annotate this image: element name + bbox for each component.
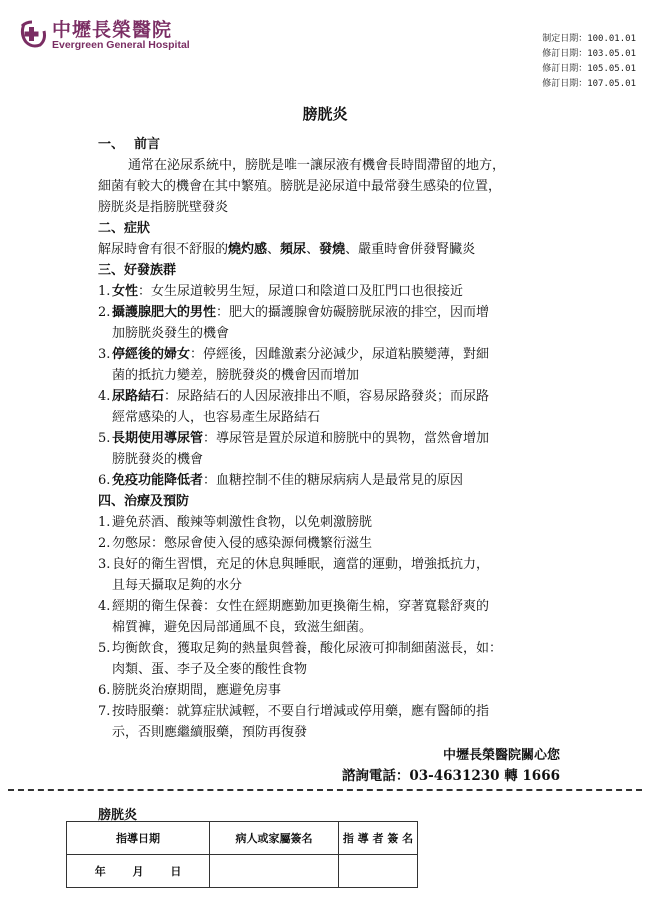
header bbox=[16, 18, 636, 98]
section-number: 一、 bbox=[98, 137, 125, 152]
section-treatment-heading: 四、治療及預防 bbox=[98, 494, 190, 509]
list-item: 3. 停經後的婦女：停經後，因雌激素分泌減少，尿道粘膜變薄，對細 菌的抵抗力變差，膀胱發炎的機會因而增加 bbox=[98, 347, 490, 383]
intro-line-3: 膀胱炎是指膀胱壁發炎 bbox=[98, 200, 229, 215]
intro-line-2: 細菌有較大的機會在其中繁殖。膀胱是泌尿道中最常發生感染的位置， bbox=[98, 179, 502, 194]
header-instructor-signature: 指 導 者 簽 名 bbox=[339, 822, 418, 855]
symptoms-text: 解尿時會有很不舒服的燒灼感、頻尿、發燒、嚴重時會併發腎臟炎 bbox=[98, 242, 476, 257]
revision-dates bbox=[542, 32, 636, 92]
list-item: 4. 尿路結石：尿路結石的人因尿液排出不順，容易尿路發炎；而尿路 經常感染的人，也容易產生尿路結石 bbox=[98, 389, 490, 425]
guidance-signature-table bbox=[66, 821, 418, 888]
date-established: 制定日期：100.01.01 bbox=[542, 34, 636, 44]
hospital-logo bbox=[16, 18, 190, 52]
date-revised-3: 修訂日期：107.05.01 bbox=[542, 79, 636, 89]
header-guidance-date: 指導日期 bbox=[67, 822, 210, 855]
date-revised-2: 修訂日期：105.05.01 bbox=[542, 64, 636, 74]
logo-chinese-name: 中壢長榮醫院 bbox=[52, 18, 173, 41]
consultation-phone: 諮詢電話：03-4631230 轉 1666 bbox=[341, 768, 560, 784]
patient-signature-cell[interactable] bbox=[210, 855, 339, 888]
header-patient-signature: 病人或家屬簽名 bbox=[210, 822, 339, 855]
hospital-cross-icon bbox=[16, 18, 50, 52]
intro-line-1: 通常在泌尿系統中，膀胱是唯一讓尿液有機會長時間滯留的地方， bbox=[128, 158, 506, 173]
section-title: 前言 bbox=[134, 137, 161, 152]
date-entry-cell[interactable]: 年 月 日 bbox=[67, 855, 210, 888]
logo-english-name: Evergreen General Hospital bbox=[52, 38, 190, 51]
list-item: 1. 避免菸酒、酸辣等刺激性食物，以免刺激膀胱 bbox=[98, 515, 373, 530]
section-risk-groups-heading: 三、好發族群 bbox=[98, 263, 177, 278]
list-item: 5. 均衡飲食，獲取足夠的熱量與營養，酸化尿液可抑制細菌滋長，如： 肉類、蛋、李子及全麥的酸性食物 bbox=[98, 641, 503, 677]
list-item: 7. 按時服藥：就算症狀減輕，不要自行增減或停用藥，應有醫師的指 示，否則應繼續服藥，預防再復發 bbox=[98, 704, 490, 740]
document-body bbox=[98, 134, 560, 787]
section-symptoms-heading: 二、症狀 bbox=[98, 221, 151, 236]
section-intro-heading bbox=[98, 134, 560, 155]
list-item: 6. 免疫功能降低者：血糖控制不佳的糖尿病病人是最常見的原因 bbox=[98, 473, 464, 488]
slip-title: 膀胱炎 bbox=[98, 808, 138, 823]
cut-line-divider bbox=[8, 789, 642, 791]
list-item: 5. 長期使用導尿管：導尿管是置於尿道和膀胱中的異物，當然會增加 膀胱發炎的機會 bbox=[98, 431, 490, 467]
list-item: 3. 良好的衛生習慣，充足的休息與睡眠，適當的運動，增強抵抗力， 且每天攝取足夠的水分 bbox=[98, 557, 490, 593]
list-item: 6. 膀胱炎治療期間，應避免房事 bbox=[98, 683, 282, 698]
list-item: 2. 攝護腺肥大的男性：肥大的攝護腺會妨礙膀胱尿液的排空，因而增 加膀胱炎發生的機會 bbox=[98, 305, 490, 341]
list-item: 1. 女性：女生尿道較男生短，尿道口和陰道口及肛門口也很接近 bbox=[98, 284, 464, 299]
list-item: 2. 勿憋尿：憋尿會使入侵的感染源伺機繁衍滋生 bbox=[98, 536, 373, 551]
instructor-signature-cell[interactable] bbox=[339, 855, 418, 888]
hospital-signoff: 中壢長榮醫院關心您 bbox=[442, 748, 560, 763]
list-item: 4. 經期的衛生保養：女性在經期應勤加更換衛生棉，穿著寬鬆舒爽的 棉質褲，避免因局部通風不良，致滋生細菌。 bbox=[98, 599, 490, 635]
date-revised-1: 修訂日期：103.05.01 bbox=[542, 49, 636, 59]
page-title: 膀胱炎 bbox=[302, 105, 348, 123]
